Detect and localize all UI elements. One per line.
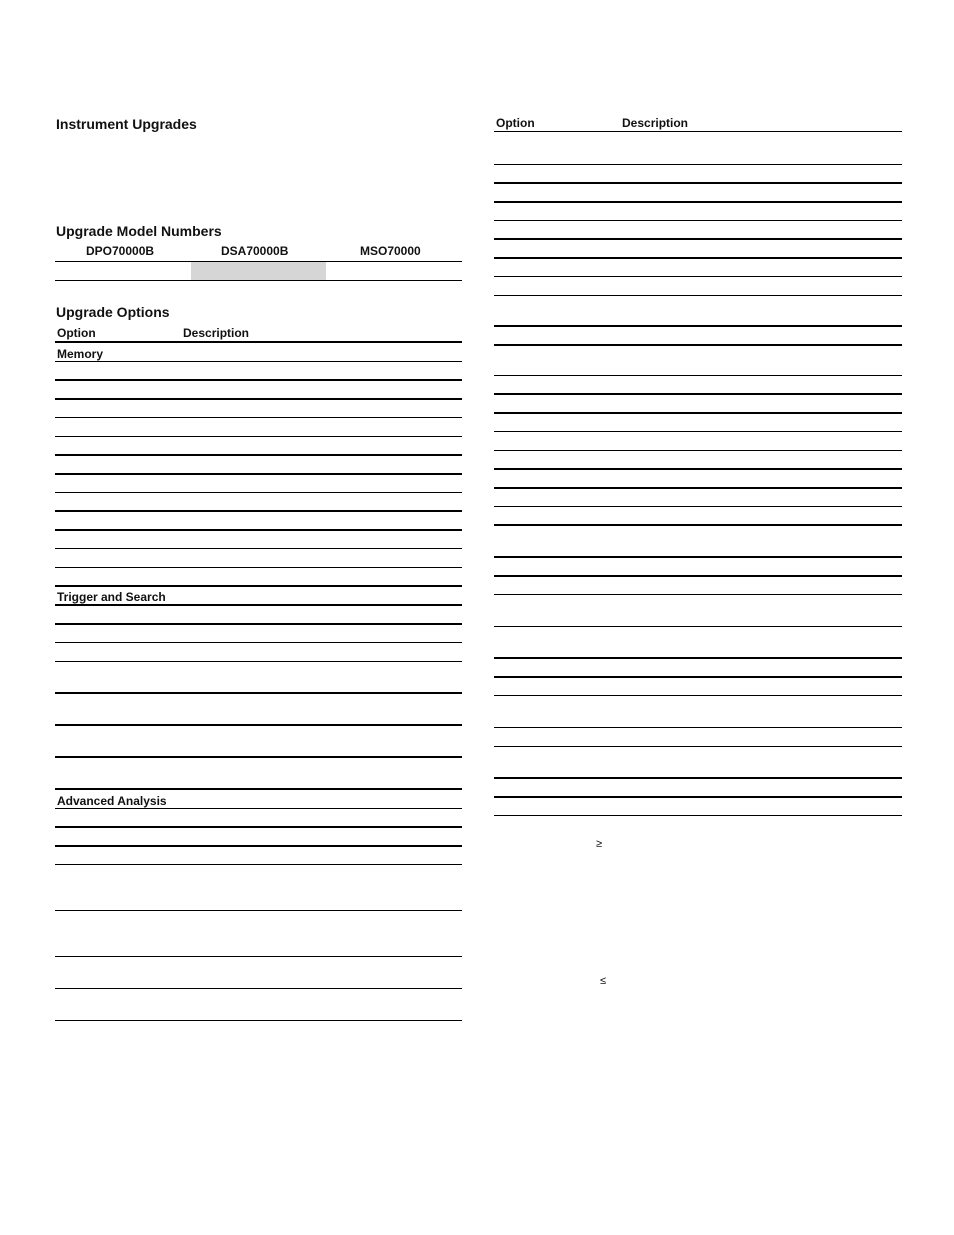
table-row-rule xyxy=(55,398,462,400)
table-row-rule xyxy=(55,510,462,512)
table-row-rule xyxy=(494,257,902,259)
table-row-rule xyxy=(494,676,902,678)
table-row-rule xyxy=(494,431,902,432)
table-row-rule xyxy=(55,756,462,758)
model-numbers-heading: Upgrade Model Numbers xyxy=(56,223,222,239)
table-row-rule xyxy=(494,777,902,779)
table-row-rule xyxy=(55,1020,462,1021)
table-row-rule xyxy=(494,746,902,747)
table-row-rule xyxy=(494,344,902,346)
table-row-rule xyxy=(55,988,462,989)
table-row-rule xyxy=(494,375,902,376)
table-row-rule xyxy=(494,220,902,221)
table-row-rule xyxy=(494,450,902,451)
table-row-rule xyxy=(494,295,902,296)
table-row-rule xyxy=(494,238,902,240)
table-row-rule xyxy=(494,524,902,526)
right-table-header-rule xyxy=(494,131,902,132)
table-row-rule xyxy=(494,182,902,184)
table-row-rule xyxy=(55,379,462,381)
table-row-rule xyxy=(55,548,462,549)
upgrade-options-heading: Upgrade Options xyxy=(56,304,170,320)
left-option-column-header: Option xyxy=(57,326,96,340)
table-row-rule xyxy=(55,436,462,437)
model-table-shaded-cell xyxy=(191,262,326,280)
table-row-rule xyxy=(494,393,902,395)
table-row-rule xyxy=(494,556,902,558)
table-row-rule xyxy=(55,864,462,865)
table-row-rule xyxy=(55,567,462,568)
table-row-rule xyxy=(55,623,462,625)
table-row-rule xyxy=(494,626,902,627)
section-trigger-and-search: Trigger and Search xyxy=(57,590,166,604)
table-row-rule xyxy=(55,692,462,694)
table-row-rule xyxy=(494,201,902,203)
table-row-rule xyxy=(494,727,902,728)
right-description-column-header: Description xyxy=(622,116,689,130)
left-table-header-rule xyxy=(55,341,462,343)
table-row-rule xyxy=(55,808,462,809)
greater-equal-symbol: ≥ xyxy=(596,838,603,850)
table-row-rule xyxy=(494,575,902,577)
table-row-rule xyxy=(55,845,462,847)
table-row-rule xyxy=(55,454,462,456)
table-row-rule xyxy=(55,642,462,643)
table-row-rule xyxy=(494,487,902,489)
table-row-rule xyxy=(55,473,462,475)
section-advanced-analysis: Advanced Analysis xyxy=(57,794,167,808)
left-description-column-header: Description xyxy=(183,326,250,340)
table-row-rule xyxy=(494,594,902,595)
right-option-column-header: Option xyxy=(496,116,535,130)
model-dpo70000b: DPO70000B xyxy=(86,244,155,258)
table-row-rule xyxy=(494,506,902,507)
table-row-rule xyxy=(55,661,462,662)
table-row-rule xyxy=(55,585,462,587)
table-row-rule xyxy=(494,815,902,816)
table-row-rule xyxy=(494,325,902,327)
table-row-rule xyxy=(494,657,902,659)
table-row-rule xyxy=(55,826,462,828)
table-row-rule xyxy=(494,276,902,277)
less-equal-symbol: ≤ xyxy=(600,975,607,987)
table-row-rule xyxy=(494,164,902,165)
table-row-rule xyxy=(55,361,462,362)
table-row-rule xyxy=(55,492,462,493)
table-row-rule xyxy=(55,788,462,790)
model-table-bottom-rule xyxy=(55,280,462,281)
table-row-rule xyxy=(55,604,462,606)
model-dsa70000b: DSA70000B xyxy=(221,244,289,258)
table-row-rule xyxy=(55,956,462,957)
table-row-rule xyxy=(494,796,902,798)
table-row-rule xyxy=(55,724,462,726)
page-title: Instrument Upgrades xyxy=(56,116,197,132)
table-row-rule xyxy=(494,468,902,470)
table-row-rule xyxy=(494,412,902,414)
table-row-rule xyxy=(55,910,462,911)
model-mso70000: MSO70000 xyxy=(360,244,421,258)
table-row-rule xyxy=(55,529,462,531)
table-row-rule xyxy=(494,695,902,696)
section-memory: Memory xyxy=(57,347,104,361)
table-row-rule xyxy=(55,417,462,418)
